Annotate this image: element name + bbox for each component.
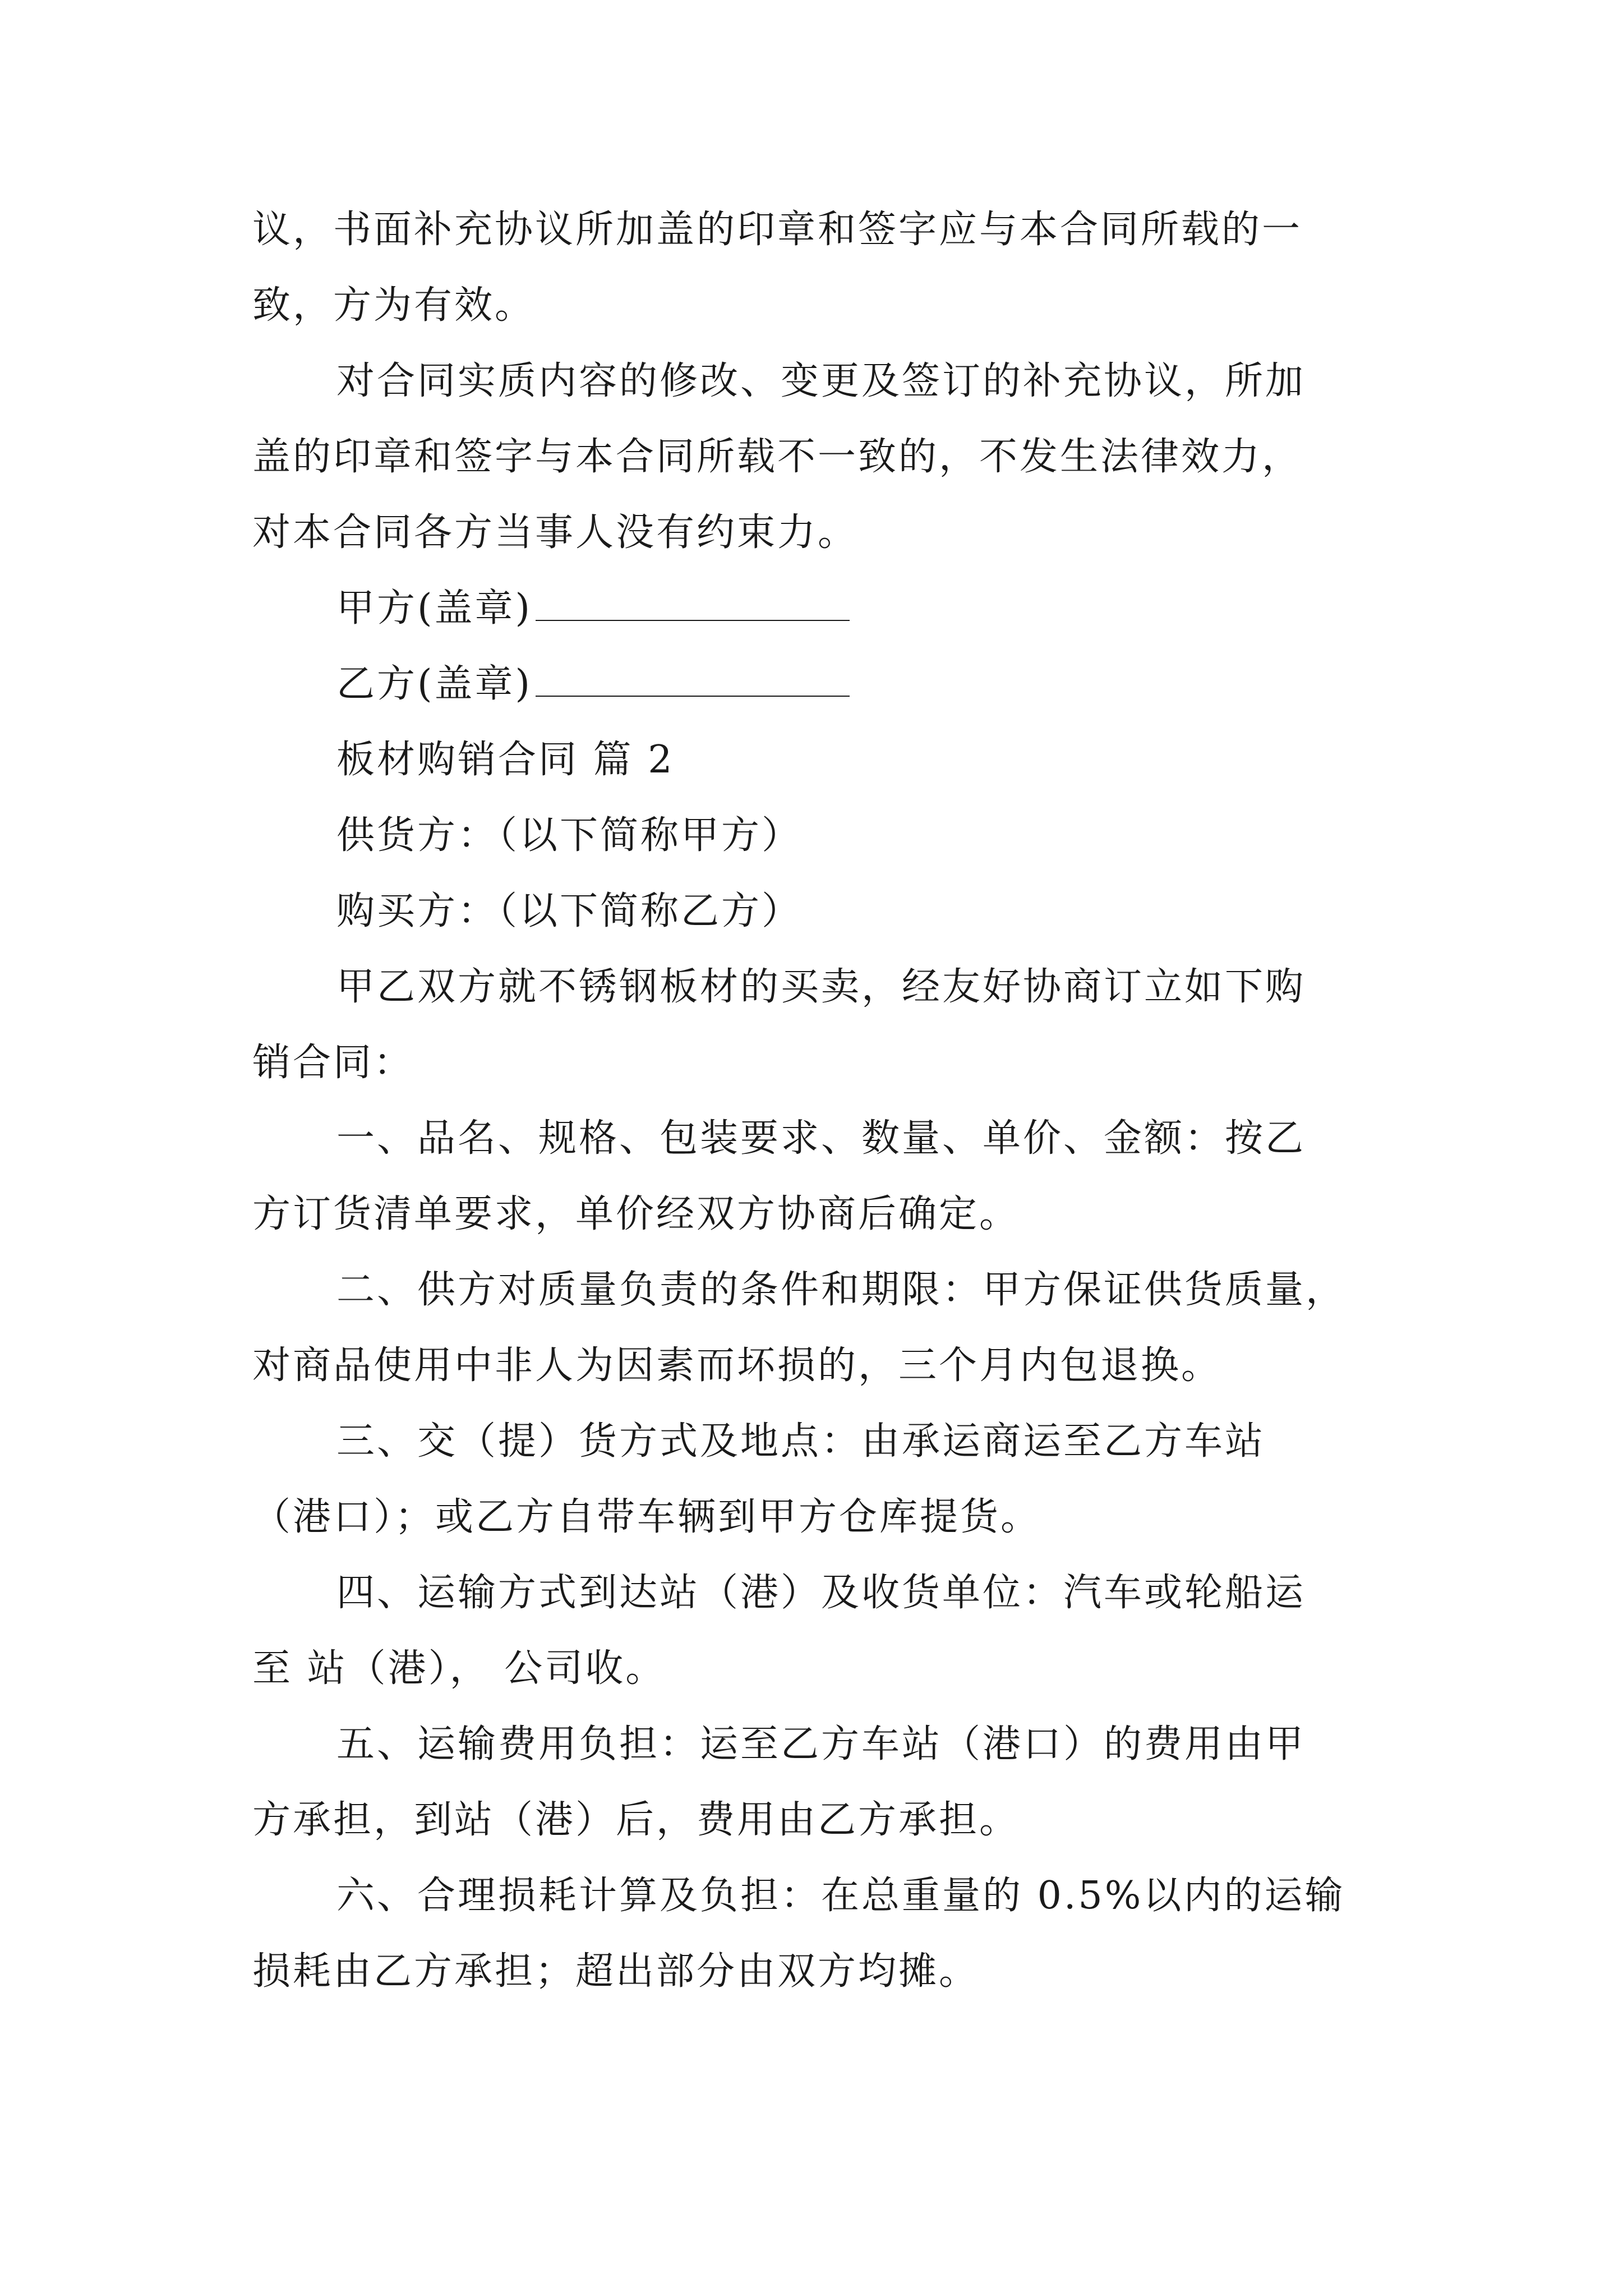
section-title: 板材购销合同 篇 2 [336, 738, 675, 782]
supplier-line: 供货方：（以下简称甲方） [336, 813, 803, 858]
text-line: 对本合同各方当事人没有约束力。 [252, 510, 859, 555]
party-a-seal-label: 甲方(盖章) [336, 586, 533, 631]
clause-3: 三、交（提）货方式及地点：由承运商运至乙方车站 [336, 1419, 1266, 1464]
clause-2: 二、供方对质量负责的条件和期限：甲方保证供货质量， [336, 1268, 1347, 1312]
party-a-seal-line [336, 586, 850, 631]
text-line: （港口）；或乙方自带车辆到甲方仓库提货。 [252, 1495, 1041, 1539]
text-line: 对合同实质内容的修改、变更及签订的补充协议，所加 [336, 359, 1306, 403]
text-line: 方订货清单要求，单价经双方协商后确定。 [252, 1192, 1020, 1236]
clause-5: 五、运输费用负担：运至乙方车站（港口）的费用由甲 [336, 1722, 1306, 1766]
text-line: 对商品使用中非人为因素而坏损的，三个月内包退换。 [252, 1343, 1222, 1388]
party-a-signature-blank [536, 587, 850, 621]
party-b-seal-label: 乙方(盖章) [336, 662, 533, 706]
text-line: 盖的印章和签字与本合同所载不一致的，不发生法律效力， [252, 435, 1303, 479]
text-line: 方承担，到站（港）后，费用由乙方承担。 [252, 1798, 1020, 1842]
party-b-seal-line [336, 662, 850, 707]
text-line: 至 站（港）， 公司收。 [252, 1646, 666, 1691]
text-line: 议，书面补充协议所加盖的印章和签字应与本合同所载的一 [252, 208, 1303, 252]
clause-1: 一、品名、规格、包装要求、数量、单价、金额：按乙 [336, 1116, 1306, 1161]
buyer-line: 购买方：（以下简称乙方） [336, 889, 803, 933]
text-line: 销合同： [252, 1041, 414, 1085]
clause-4: 四、运输方式到达站（港）及收货单位：汽车或轮船运 [336, 1571, 1306, 1615]
text-line: 损耗由乙方承担；超出部分由双方均摊。 [252, 1949, 980, 1994]
text-line: 甲乙双方就不锈钢板材的买卖，经友好协商订立如下购 [336, 965, 1306, 1009]
party-b-signature-blank [536, 663, 850, 697]
clause-6: 六、合理损耗计算及负担：在总重量的 0.5%以内的运输 [336, 1874, 1345, 1918]
text-line: 致，方为有效。 [252, 283, 536, 328]
